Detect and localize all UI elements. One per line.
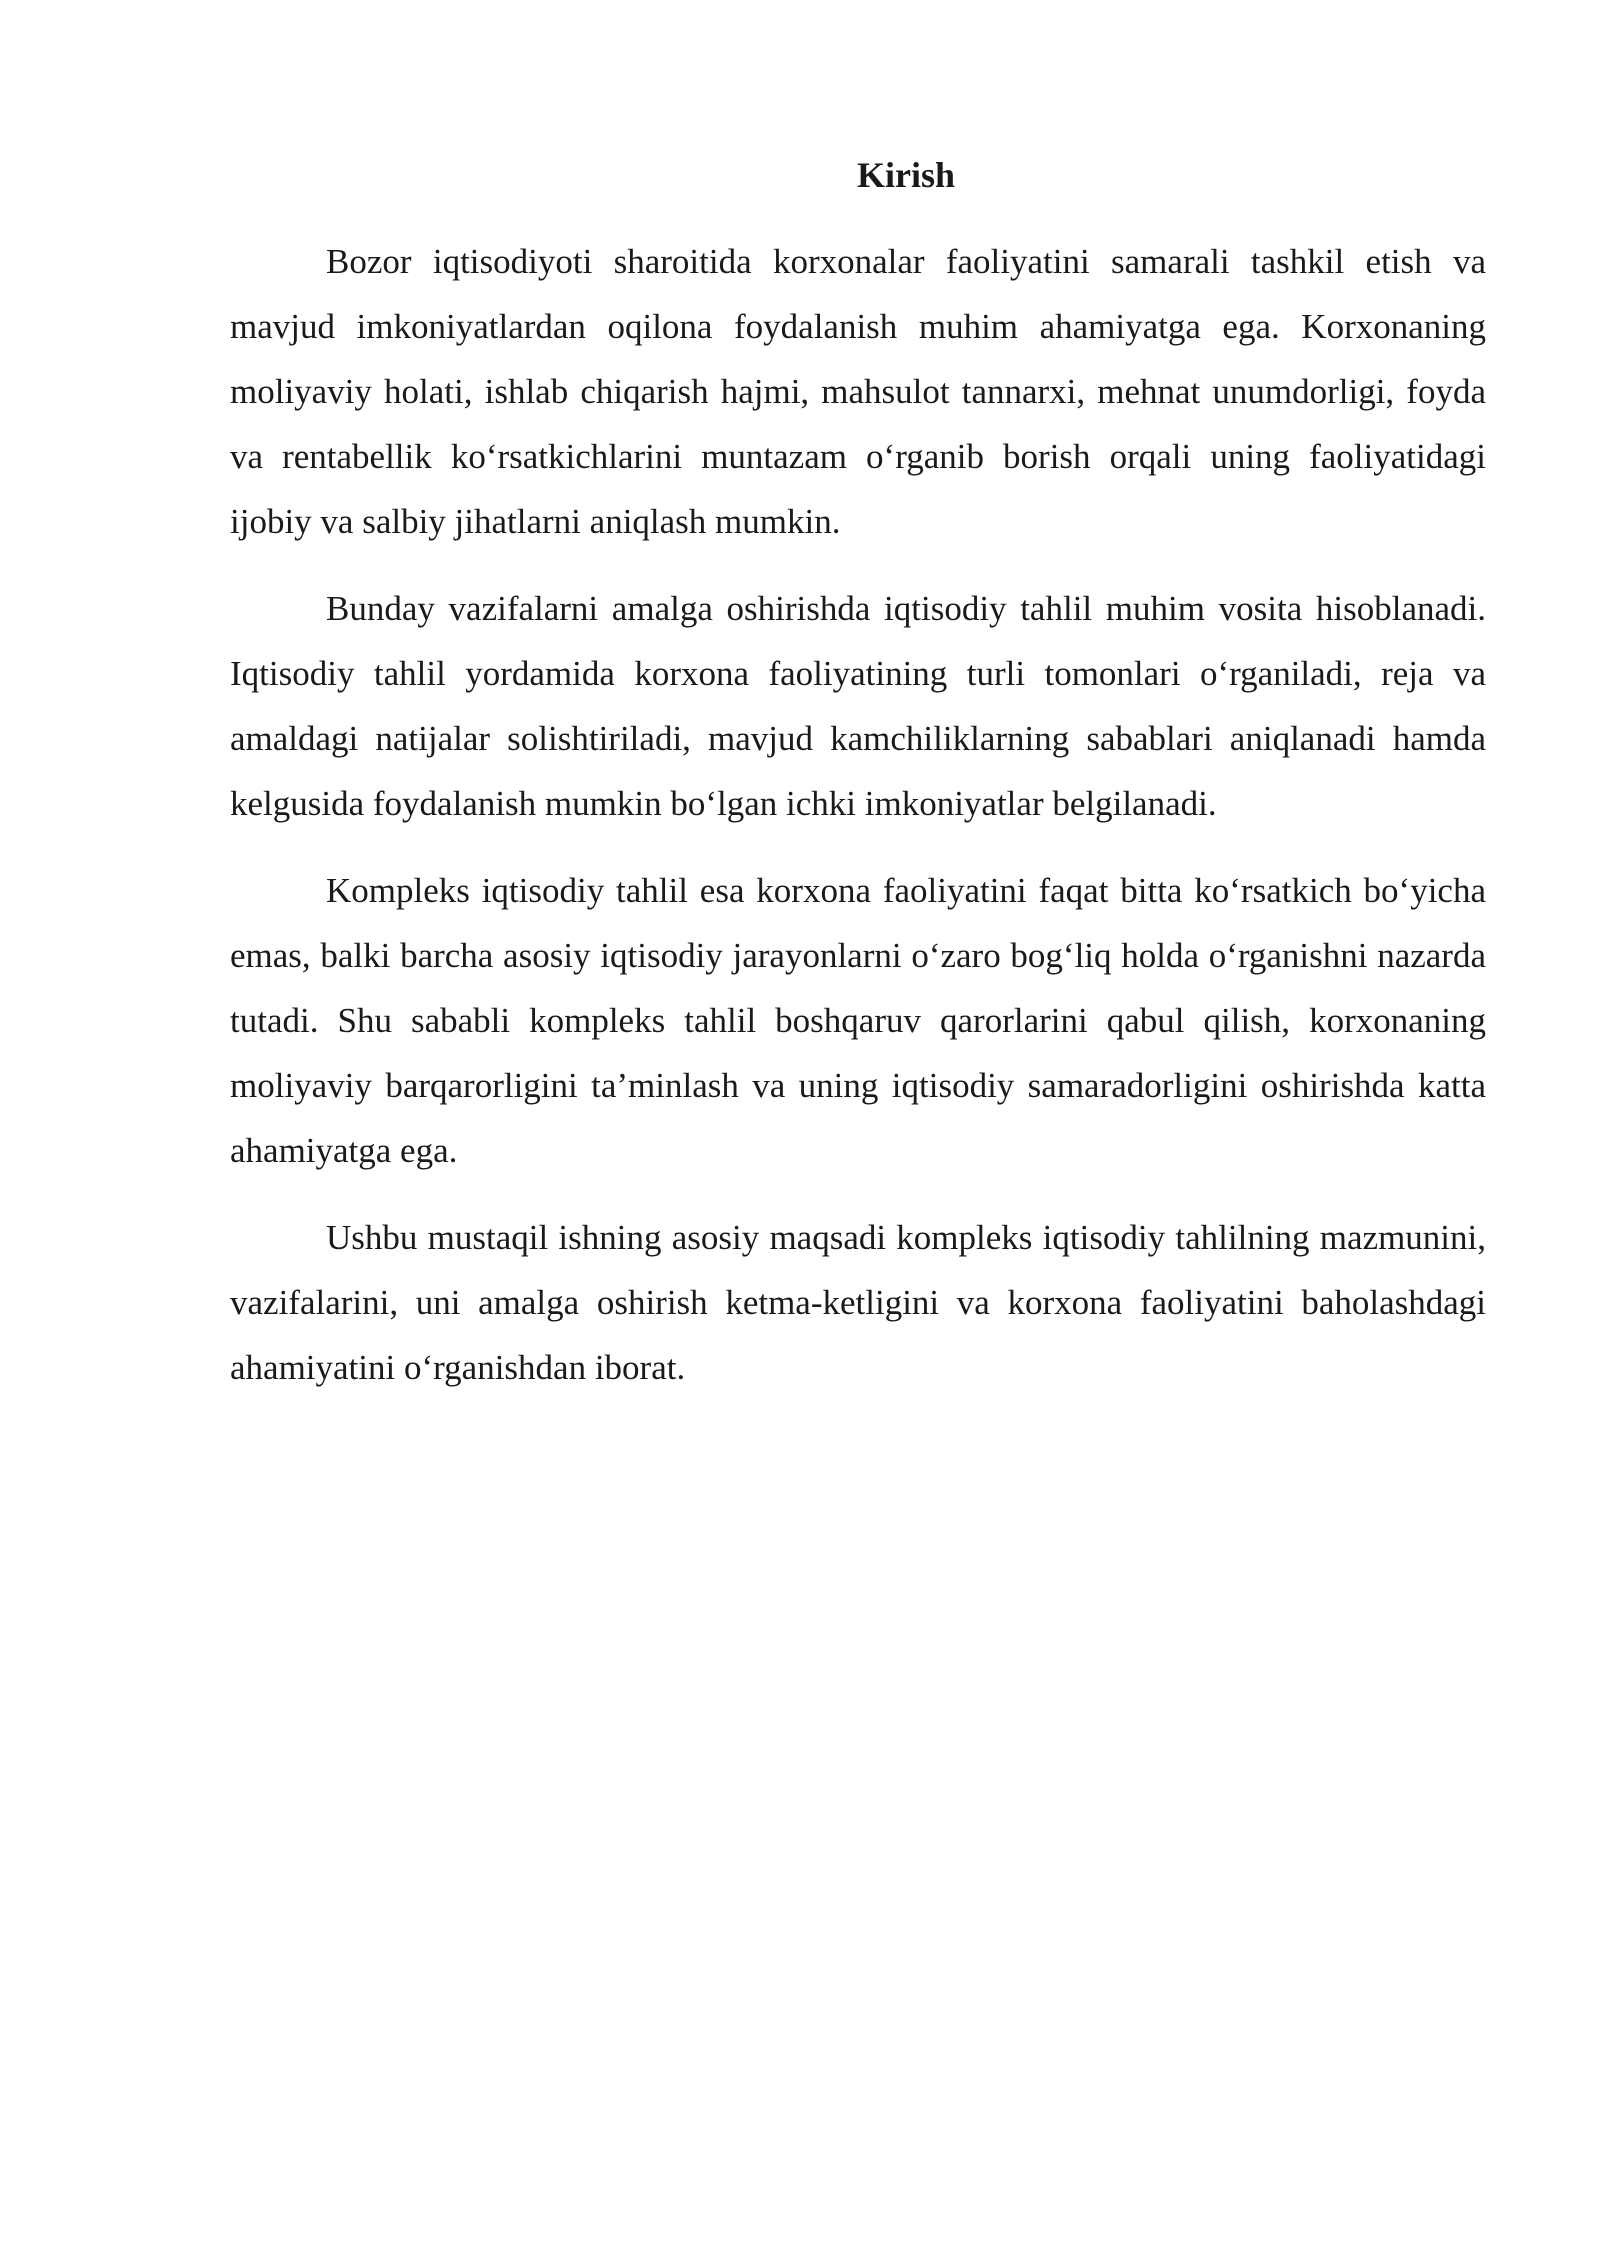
- section-title: Kirish: [856, 155, 955, 195]
- paragraph-3: Kompleks iqtisodiy tahlil esa korxona faoliyatini faqat bitta ko‘rsatkich bo‘yicha emas, balki barcha asosiy iqtisodiy jarayonlarni o‘zaro bog‘liq holda o‘rganishni nazarda tutadi. Shu sababli kompleks tahlil boshqaruv qarorlarini qabul qilish, korxonaning moliyaviy barqarorligini ta’minlash va uning iqtisodiy samaradorligini oshirishda katta ahamiyatga ega.: [230, 871, 1486, 1170]
- paragraph-1: Bozor iqtisodiyoti sharoitida korxonalar faoliyatini samarali tashkil etish va mavjud imkoniyatlardan oqilona foydalanish muhim ahamiyatga ega. Korxonaning moliyaviy holati, ishlab chiqarish hajmi, mahsulot tannarxi, mehnat unumdorligi, foyda va rentabellik ko‘rsatkichlarini muntazam o‘rganib borish orqali uning faoliyatidagi ijobiy va salbiy jihatlarni aniqlash mumkin.: [230, 242, 1486, 541]
- document-page: [230, 145, 1486, 1422]
- paragraph-4: Ushbu mustaqil ishning asosiy maqsadi kompleks iqtisodiy tahlilning mazmunini, vazifalarini, uni amalga oshirish ketma-ketligini va korxona faoliyatini baholashdagi ahamiyatini o‘rganishdan iborat.: [230, 1218, 1486, 1387]
- paragraph-2: Bunday vazifalarni amalga oshirishda iqtisodiy tahlil muhim vosita hisoblanadi. Iqtisodiy tahlil yordamida korxona faoliyatining turli tomonlari o‘rganiladi, reja va amaldagi natijalar solishtiriladi, mavjud kamchiliklarning sabablari aniqlanadi hamda kelgusida foydalanish mumkin bo‘lgan ichki imkoniyatlar belgilanadi.: [230, 589, 1486, 823]
